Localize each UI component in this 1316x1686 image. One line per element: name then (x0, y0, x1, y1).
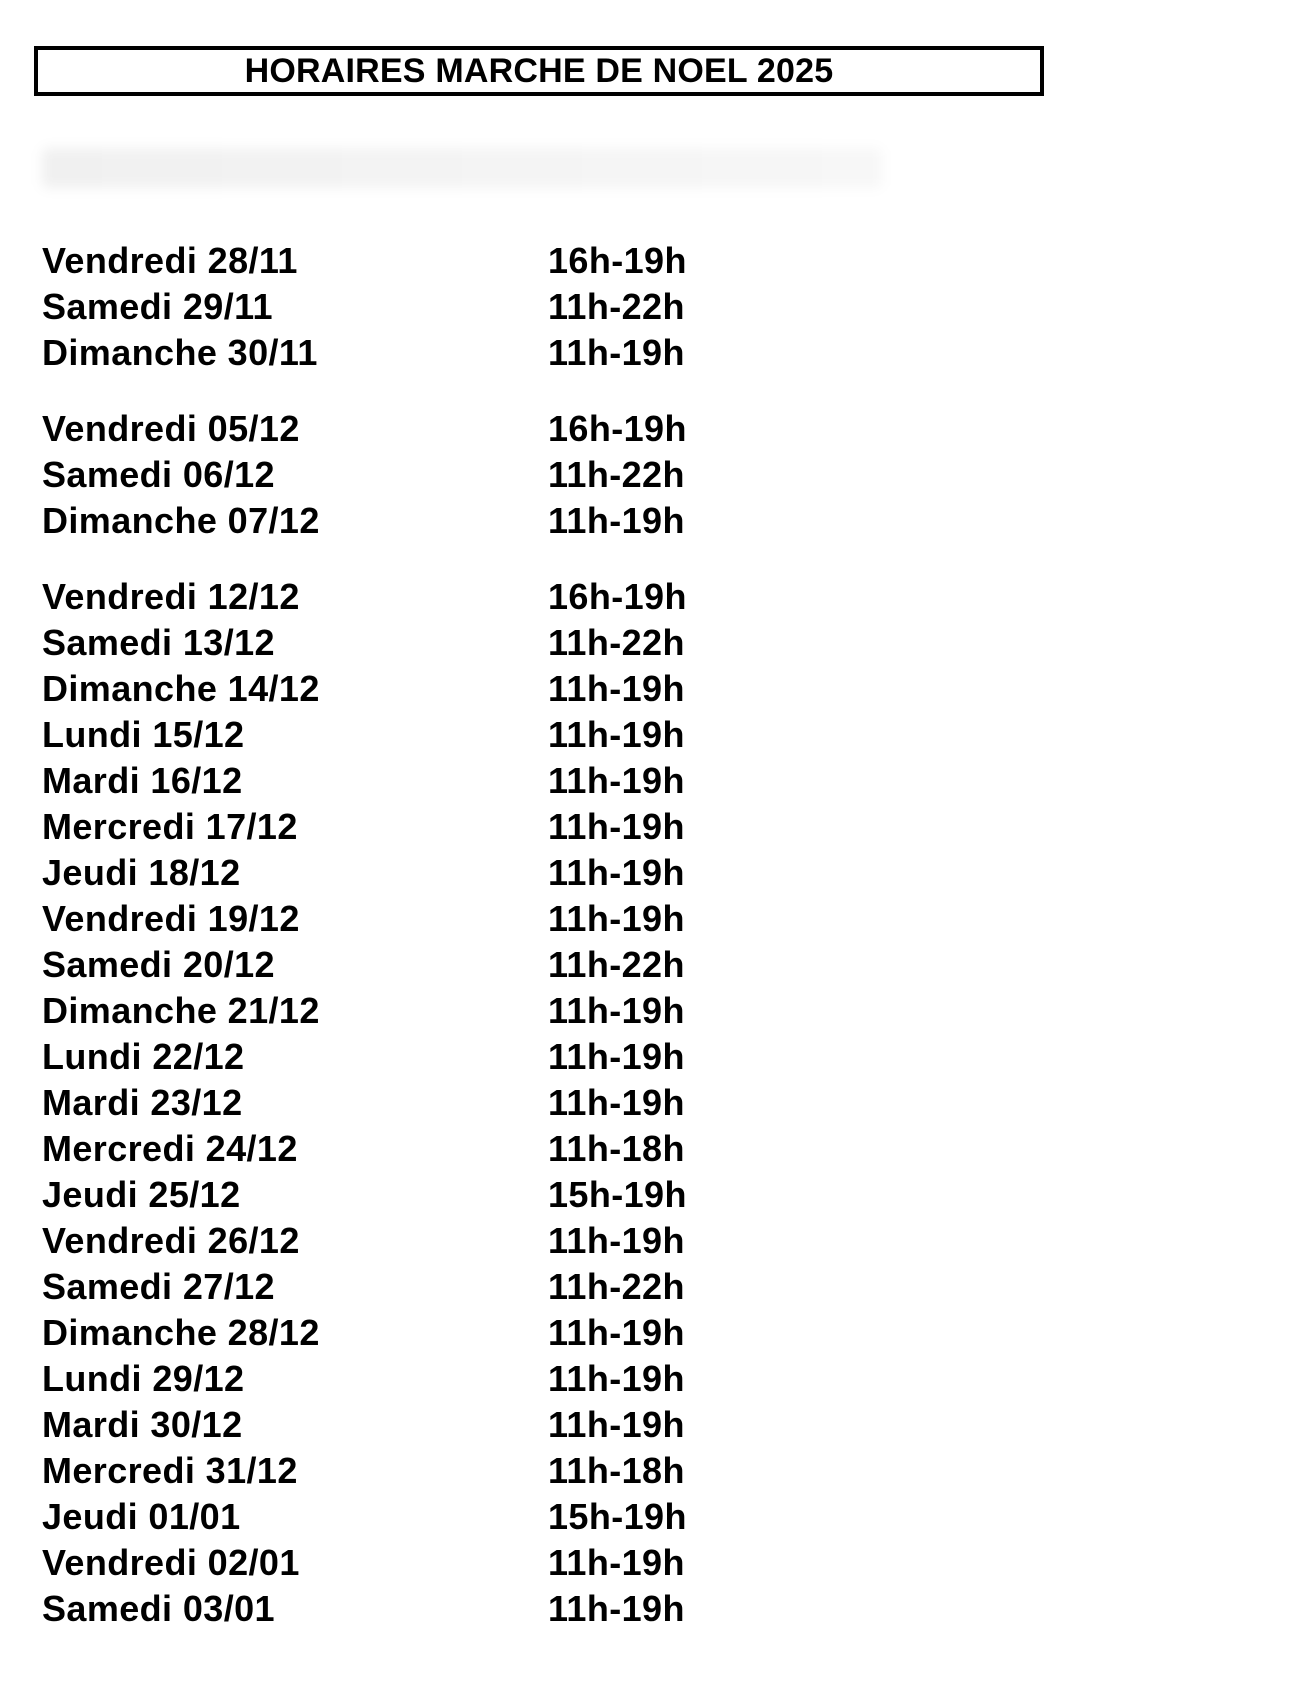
hours-label: 11h-19h (548, 1082, 685, 1123)
day-label: Samedi 03/01 (42, 1588, 275, 1629)
schedule-row (42, 1126, 942, 1172)
schedule-row (42, 452, 942, 498)
day-label: Vendredi 02/01 (42, 1542, 300, 1583)
day-label: Jeudi 01/01 (42, 1496, 241, 1537)
hours-label: 11h-19h (548, 898, 685, 939)
day-label: Dimanche 30/11 (42, 332, 318, 373)
schedule-row (42, 1264, 942, 1310)
day-label: Dimanche 14/12 (42, 668, 320, 709)
schedule-row (42, 1586, 942, 1632)
day-label: Dimanche 07/12 (42, 500, 320, 541)
schedule-row (42, 850, 942, 896)
day-label: Samedi 13/12 (42, 622, 275, 663)
hours-label: 11h-22h (548, 286, 685, 327)
hours-label: 11h-19h (548, 806, 685, 847)
group-spacer (42, 376, 942, 406)
title-box (34, 46, 1044, 96)
day-label: Mardi 23/12 (42, 1082, 243, 1123)
day-label: Vendredi 26/12 (42, 1220, 300, 1261)
day-label: Jeudi 18/12 (42, 852, 241, 893)
hours-label: 11h-22h (548, 1266, 685, 1307)
hours-label: 11h-19h (548, 1588, 685, 1629)
hours-label: 11h-19h (548, 760, 685, 801)
schedule-row (42, 988, 942, 1034)
hours-label: 11h-19h (548, 1358, 685, 1399)
schedule-row (42, 1218, 942, 1264)
day-label: Samedi 20/12 (42, 944, 275, 985)
schedule-row (42, 666, 942, 712)
hours-label: 11h-19h (548, 1036, 685, 1077)
faded-text-line (42, 148, 882, 188)
day-label: Vendredi 05/12 (42, 408, 300, 449)
hours-label: 11h-19h (548, 714, 685, 755)
day-label: Lundi 15/12 (42, 714, 245, 755)
day-label: Lundi 22/12 (42, 1036, 245, 1077)
day-label: Vendredi 28/11 (42, 240, 298, 281)
day-label: Dimanche 28/12 (42, 1312, 320, 1353)
schedule-row (42, 896, 942, 942)
page-title: HORAIRES MARCHE DE NOEL 2025 (244, 52, 834, 90)
schedule-row (42, 620, 942, 666)
group-spacer (42, 544, 942, 574)
schedule-row (42, 1172, 942, 1218)
schedule-row (42, 1402, 942, 1448)
hours-label: 11h-19h (548, 1542, 685, 1583)
schedule-row (42, 330, 942, 376)
hours-label: 11h-22h (548, 454, 685, 495)
day-label: Mardi 30/12 (42, 1404, 243, 1445)
hours-label: 16h-19h (548, 576, 687, 617)
schedule-row (42, 1448, 942, 1494)
hours-label: 11h-19h (548, 1312, 685, 1353)
schedule-row (42, 1494, 942, 1540)
schedule-row (42, 1080, 942, 1126)
schedule-row (42, 942, 942, 988)
day-label: Dimanche 21/12 (42, 990, 320, 1031)
day-label: Mercredi 31/12 (42, 1450, 298, 1491)
schedule-row (42, 804, 942, 850)
day-label: Vendredi 12/12 (42, 576, 300, 617)
hours-label: 11h-22h (548, 944, 685, 985)
hours-label: 15h-19h (548, 1174, 687, 1215)
schedule-row (42, 1356, 942, 1402)
day-label: Jeudi 25/12 (42, 1174, 241, 1215)
schedule-row (42, 406, 942, 452)
hours-label: 11h-19h (548, 1220, 685, 1261)
hours-label: 11h-22h (548, 622, 685, 663)
hours-label: 11h-19h (548, 1404, 685, 1445)
hours-label: 11h-19h (548, 668, 685, 709)
day-label: Samedi 27/12 (42, 1266, 275, 1307)
day-label: Lundi 29/12 (42, 1358, 245, 1399)
schedule-row (42, 1034, 942, 1080)
hours-label: 11h-19h (548, 500, 685, 541)
day-label: Mardi 16/12 (42, 760, 243, 801)
schedule-row (42, 1540, 942, 1586)
hours-label: 11h-18h (548, 1450, 685, 1491)
schedule-row (42, 1310, 942, 1356)
schedule-row (42, 712, 942, 758)
schedule-row (42, 284, 942, 330)
hours-label: 16h-19h (548, 240, 687, 281)
hours-label: 11h-19h (548, 852, 685, 893)
hours-label: 11h-19h (548, 990, 685, 1031)
day-label: Mercredi 24/12 (42, 1128, 298, 1169)
schedule-row (42, 574, 942, 620)
day-label: Samedi 29/11 (42, 286, 273, 327)
day-label: Samedi 06/12 (42, 454, 275, 495)
schedule-row (42, 498, 942, 544)
day-label: Mercredi 17/12 (42, 806, 298, 847)
schedule-row (42, 238, 942, 284)
schedule-list (42, 238, 942, 1632)
hours-label: 11h-18h (548, 1128, 685, 1169)
schedule-row (42, 758, 942, 804)
day-label: Vendredi 19/12 (42, 898, 300, 939)
hours-label: 11h-19h (548, 332, 685, 373)
hours-label: 15h-19h (548, 1496, 687, 1537)
hours-label: 16h-19h (548, 408, 687, 449)
